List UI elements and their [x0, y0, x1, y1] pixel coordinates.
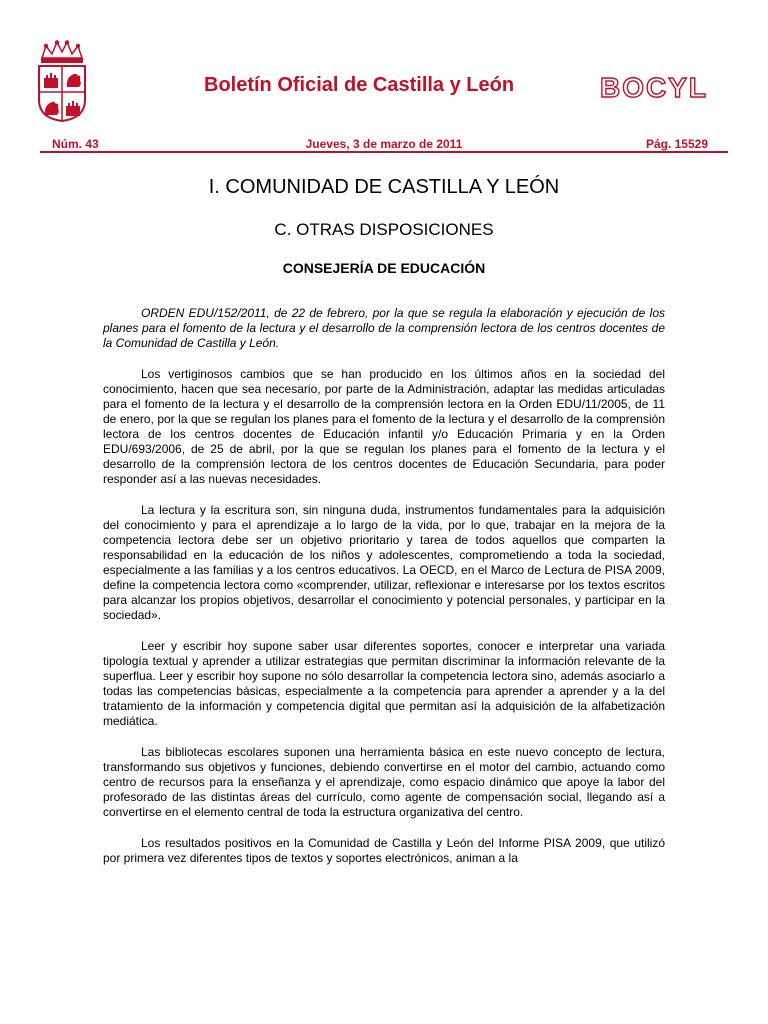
section-heading-2: C. OTRAS DISPOSICIONES: [274, 220, 494, 239]
bulletin-title: Boletín Oficial de Castilla y León: [204, 74, 515, 96]
issue-number: Núm. 43: [52, 137, 99, 151]
body-paragraph: La lectura y la escritura son, sin ninguna duda, instrumentos fundamentales para la adquisición del conocimiento y para el aprendizaje a lo largo de la vida, por lo que, trabajar en la mejora de la competencia lectora debe ser un objetivo prioritario y tarea de todos aquellos que comparten la responsabilidad en la educación de los niños y adolescentes, comprometiendo a toda la sociedad, especialmente a las familias y a los centros educativos. La OECD, en el Marco de Lectura de PISA 2009, define la competencia lectora como «comprender, utilizar, reflexionar e interesarse por los textos escritos para alcanzar los propios objetivos, desarrollar el conocimiento y potencial personales, y participar en la sociedad».: [103, 503, 665, 622]
page-number: Pág. 15529: [645, 137, 708, 151]
document-body: [103, 306, 665, 882]
body-paragraph: Leer y escribir hoy supone saber usar diferentes soportes, conocer e interpretar una variada tipología textual y aprender a utilizar estrategias que permitan discriminar la información relevante de la superflua. Leer y escribir hoy supone no sólo desarrollar la competencia lectora sino, además asociarlo a todas las competencias básicas, especialmente a la competencia para aprender a aprender y a la del tratamiento de la información y competencia digital que permitan así la adquisición de la alfabetización mediática.: [103, 639, 665, 728]
bulletin-header: [0, 0, 768, 140]
body-paragraph: Los vertiginosos cambios que se han producido en los últimos años en la sociedad del conocimiento, hacen que sea necesario, por parte de la Administración, adaptar las medidas articuladas para el fomento de la lectura y el desarrollo de la comprensión lectora en la Orden EDU/11/2005, de 11 de enero, por la que se regulan los planes para el fomento de la lectura y el desarrollo de la comprensión lectora de los centros docentes de Educación infantil y/o Educación Primaria y en la Orden EDU/693/2006, de 25 de abril, por la que se regulan los planes para el fomento de la lectura y el desarrollo de la comprensión lectora de los centros docentes de Educación Secundaria, para poder responder así a las nuevas necesidades.: [103, 367, 665, 486]
order-summary: ORDEN EDU/152/2011, de 22 de febrero, por la que se regula la elaboración y ejecución de los planes para el fomento de la lectura y el desarrollo de la comprensión lectora de los centros docentes de la Comunidad de Castilla y León.: [103, 306, 665, 350]
issue-date: Jueves, 3 de marzo de 2011: [305, 137, 463, 151]
issue-meta-bar: [40, 135, 728, 155]
body-paragraph: Los resultados positivos en la Comunidad de Castilla y León del Informe PISA 2009, que utilizó por primera vez diferentes tipos de textos y soportes electrónicos, animan a la: [103, 836, 665, 865]
department-heading: CONSEJERÍA DE EDUCACIÓN: [282, 260, 486, 276]
header-divider: [40, 151, 728, 153]
coat-of-arms-icon: [36, 40, 88, 122]
section-heading-1: I. COMUNIDAD DE CASTILLA Y LEÓN: [208, 176, 560, 198]
bocyl-logo: BOCYL: [600, 72, 708, 103]
body-paragraph: Las bibliotecas escolares suponen una herramienta básica en este nuevo concepto de lectura, transformando sus objetivos y funciones, debiendo convertirse en el motor del cambio, actuando como centro de recursos para la enseñanza y el aprendizaje, como espacio dinámico que apoye la labor del profesorado de las distintas áreas del currículo, como agente de compensación social, llegando así a convertirse en el elemento central de toda la estructura organizativa del centro.: [103, 745, 665, 819]
